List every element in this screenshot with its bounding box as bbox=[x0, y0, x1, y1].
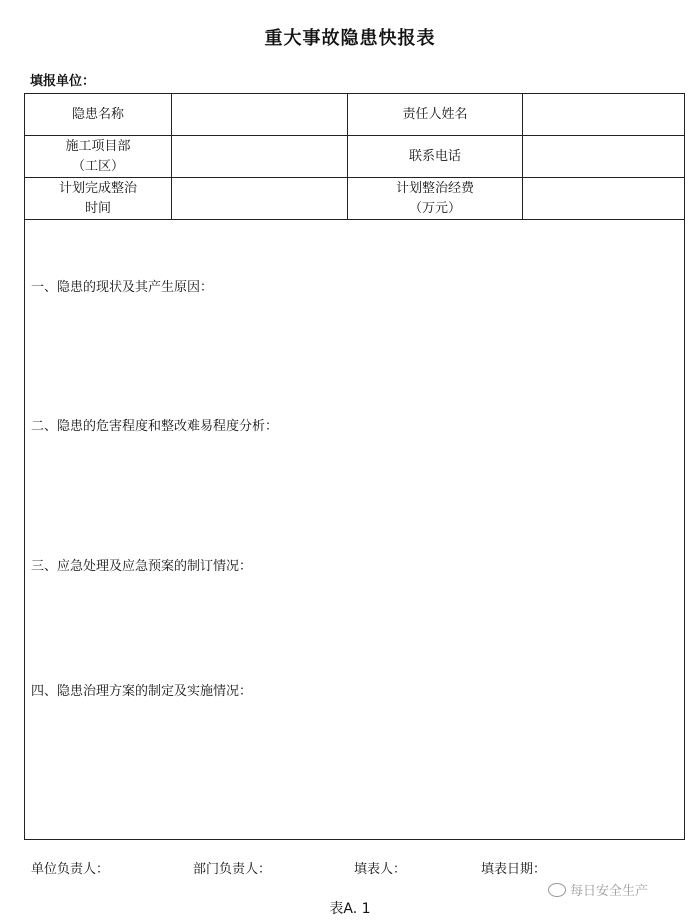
label-line: 时间 bbox=[84, 200, 111, 216]
hazard-name-value[interactable] bbox=[172, 94, 348, 136]
label-line: （工区） bbox=[71, 158, 124, 174]
section-heading: 二、隐患的危害程度和整改难易程度分析： bbox=[31, 419, 279, 434]
filler-label: 填表人： bbox=[354, 862, 407, 877]
label-line: 计划整治经费 bbox=[395, 180, 474, 196]
info-table bbox=[24, 93, 685, 220]
responsible-person-value[interactable] bbox=[523, 94, 685, 136]
contact-phone-value[interactable] bbox=[523, 136, 685, 178]
table-row bbox=[25, 136, 685, 178]
planned-cost-value[interactable] bbox=[523, 178, 685, 220]
section-heading: 三、应急处理及应急预案的制订情况： bbox=[31, 559, 253, 574]
planned-time-value[interactable] bbox=[172, 178, 348, 220]
label-line: 隐患名称 bbox=[71, 106, 124, 122]
dept-head-label: 部门负责人： bbox=[193, 862, 272, 877]
planned-time-label bbox=[25, 178, 172, 220]
section-heading: 四、隐患治理方案的制定及实施情况： bbox=[31, 684, 253, 699]
content-area[interactable] bbox=[24, 220, 685, 840]
planned-cost-label bbox=[348, 178, 523, 220]
table-row bbox=[25, 94, 685, 136]
fill-unit-label: 填报单位： bbox=[30, 74, 96, 89]
responsible-person-label bbox=[348, 94, 523, 136]
form-title: 重大事故隐患快报表 bbox=[264, 28, 436, 49]
contact-phone-label bbox=[348, 136, 523, 178]
table-caption: 表A. 1 bbox=[329, 901, 371, 917]
watermark-text: 每日安全生产 bbox=[570, 884, 649, 899]
label-line: 责任人姓名 bbox=[402, 106, 468, 122]
unit-head-label: 单位负责人： bbox=[31, 862, 110, 877]
hazard-name-label bbox=[25, 94, 172, 136]
section-heading: 一、隐患的现状及其产生原因： bbox=[31, 280, 214, 295]
project-dept-value[interactable] bbox=[172, 136, 348, 178]
label-line: 联系电话 bbox=[408, 148, 461, 164]
table-row bbox=[25, 178, 685, 220]
label-line: 施工项目部 bbox=[65, 138, 131, 154]
fill-date-label: 填表日期： bbox=[481, 862, 547, 877]
label-line: （万元） bbox=[408, 200, 461, 216]
watermark bbox=[548, 880, 648, 899]
label-line: 计划完成整治 bbox=[58, 180, 137, 196]
project-dept-label bbox=[25, 136, 172, 178]
wechat-icon bbox=[548, 883, 566, 897]
